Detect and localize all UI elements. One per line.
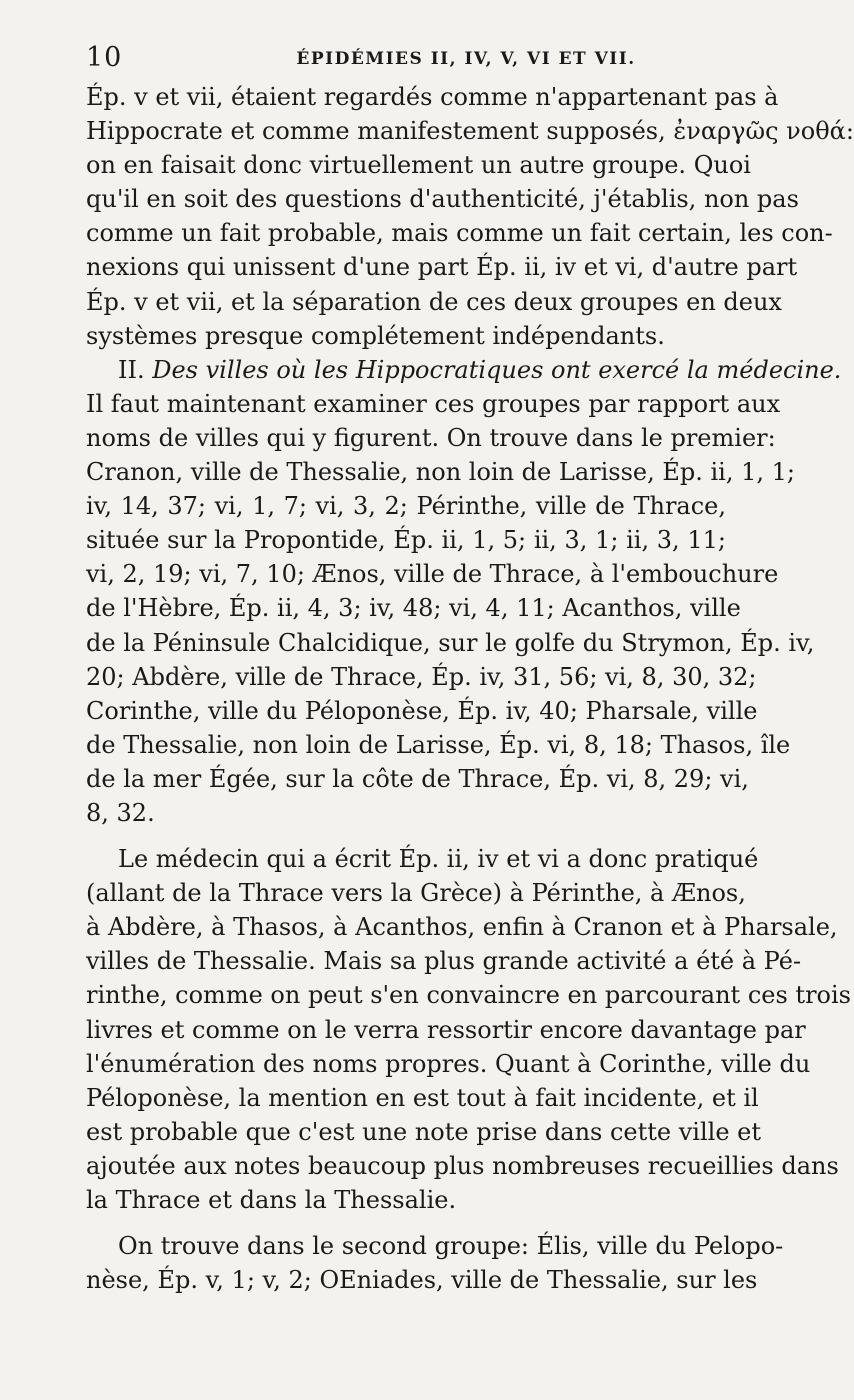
text-line: l'énumération des noms propres. Quant à Corinthe, ville du bbox=[86, 1049, 811, 1078]
text-line: de la Péninsule Chalcidique, sur le golfe du Strymon, Ép. iv, bbox=[86, 628, 815, 657]
section-title: Des villes où les Hippocratiques ont exercé la médecine. bbox=[152, 355, 842, 384]
paragraph bbox=[86, 1229, 784, 1297]
text-line: nèse, Ép. v, 1; v, 2; OEniades, ville de Thessalie, sur les bbox=[86, 1266, 758, 1295]
paragraph bbox=[86, 353, 842, 830]
text-line: Ép. v et vii, étaient regardés comme n'appartenant pas à bbox=[86, 83, 779, 111]
text-line: qu'il en soit des questions d'authenticité, j'établis, non pas bbox=[86, 185, 799, 214]
text-line: de l'Hèbre, Ép. ii, 4, 3; iv, 48; vi, 4, 11; Acanthos, ville bbox=[86, 594, 741, 623]
text-line: ajoutée aux notes beaucoup plus nombreuses recueillies dans bbox=[86, 1151, 839, 1180]
page-header bbox=[86, 40, 726, 76]
text-line: à Abdère, à Thasos, à Acanthos, enfin à Cranon et à Pharsale, bbox=[86, 913, 838, 942]
paragraph bbox=[86, 80, 854, 353]
text-line: On trouve dans le second groupe: Élis, ville du Pelopo- bbox=[118, 1232, 784, 1261]
page-number: 10 bbox=[86, 42, 123, 73]
text-line: villes de Thessalie. Mais sa plus grande activité a été à Pé- bbox=[86, 947, 802, 976]
text-line: noms de villes qui y figurent. On trouve dans le premier: bbox=[86, 423, 776, 452]
paragraph bbox=[86, 842, 851, 1217]
text-line: 20; Abdère, ville de Thrace, Ép. iv, 31, 56; vi, 8, 30, 32; bbox=[86, 662, 757, 691]
text-line: Le médecin qui a écrit Ép. ii, iv et vi a donc pratiqué bbox=[118, 845, 759, 874]
text-line: Hippocrate et comme manifestement supposés, ἐναργῶς νοθά: bbox=[86, 117, 854, 146]
text-line: la Thrace et dans la Thessalie. bbox=[86, 1186, 457, 1214]
section-heading bbox=[86, 353, 842, 387]
section-number: II. bbox=[118, 355, 145, 384]
text-line: comme un fait probable, mais comme un fait certain, les con- bbox=[86, 219, 833, 248]
text-line: est probable que c'est une note prise dans cette ville et bbox=[86, 1117, 761, 1146]
text-line: Corinthe, ville du Péloponèse, Ép. iv, 40; Pharsale, ville bbox=[86, 696, 758, 725]
text-line: iv, 14, 37; vi, 1, 7; vi, 3, 2; Périnthe, ville de Thrace, bbox=[86, 492, 726, 521]
text-line: rinthe, comme on peut s'en convaincre en parcourant ces trois bbox=[86, 981, 851, 1010]
text-line: vi, 2, 19; vi, 7, 10; Ænos, ville de Thrace, à l'embouchure bbox=[86, 560, 779, 589]
text-line: nexions qui unissent d'une part Ép. ii, iv et vi, d'autre part bbox=[86, 253, 798, 282]
text-line: on en faisait donc virtuellement un autre groupe. Quoi bbox=[86, 151, 751, 180]
text-line: livres et comme on le verra ressortir encore davantage par bbox=[86, 1015, 806, 1044]
text-line: de Thessalie, non loin de Larisse, Ép. vi, 8, 18; Thasos, île bbox=[86, 730, 791, 759]
text-line: 8, 32. bbox=[86, 798, 155, 827]
text-line: Péloponèse, la mention en est tout à fait incidente, et il bbox=[86, 1083, 759, 1112]
body-text bbox=[86, 80, 854, 1297]
text-line: de la mer Égée, sur la côte de Thrace, Ép. vi, 8, 29; vi, bbox=[86, 764, 749, 793]
text-line: Il faut maintenant examiner ces groupes par rapport aux bbox=[86, 389, 781, 418]
text-line: systèmes presque complétement indépendants. bbox=[86, 321, 665, 350]
text-line: Cranon, ville de Thessalie, non loin de Larisse, Ép. ii, 1, 1; bbox=[86, 458, 795, 487]
running-title: ÉPIDÉMIES II, IV, V, VI ET VII. bbox=[296, 49, 636, 69]
text-line: (allant de la Thrace vers la Grèce) à Périnthe, à Ænos, bbox=[86, 879, 746, 908]
text-line: Ép. v et vii, et la séparation de ces deux groupes en deux bbox=[86, 287, 782, 316]
text-line: située sur la Propontide, Ép. ii, 1, 5; ii, 3, 1; ii, 3, 11; bbox=[86, 526, 726, 555]
